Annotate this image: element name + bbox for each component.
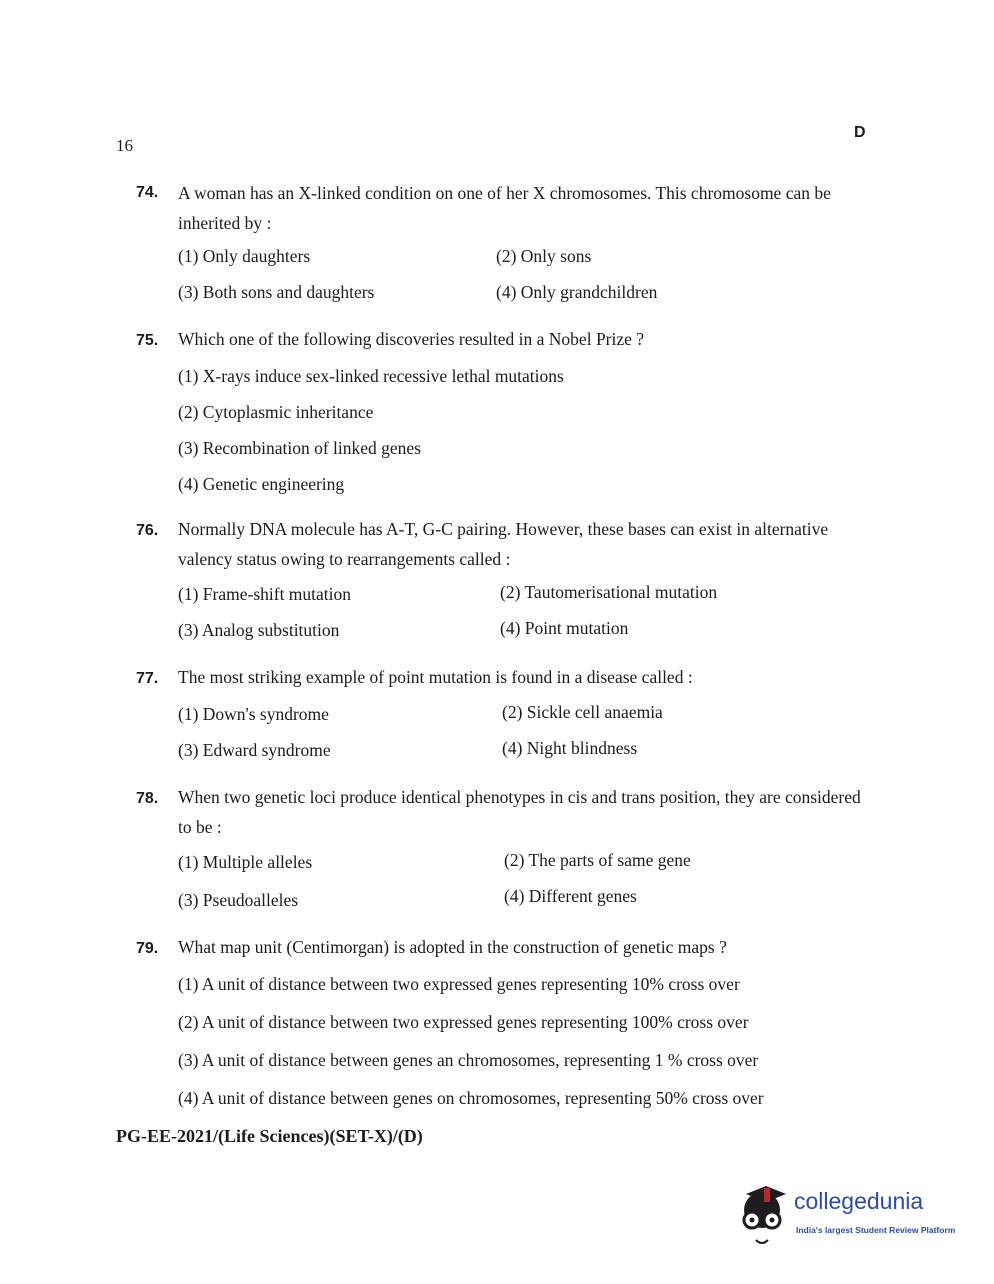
question-number: 74. [136,184,159,201]
option-3: (3) Recombination of linked genes [178,438,421,458]
option-3: (3) Analog substitution [178,620,340,640]
option-2: (2) Sickle cell anaemia [502,702,663,722]
page-number: 16 [116,136,133,155]
option-3: (3) Pseudoalleles [178,890,299,910]
option-4: (4) Different genes [504,886,637,906]
option-1: (1) X-rays induce sex-linked recessive lethal mutations [178,366,564,386]
question-stem: Normally DNA molecule has A-T, G-C pairing. However, these bases can exist in alternative valency status owing to rearrangements called : [178,519,829,569]
question-stem: What map unit (Centimorgan) is adopted in the construction of genetic maps ? [178,937,727,957]
question-number: 75. [136,332,159,349]
question-stem: Which one of the following discoveries resulted in a Nobel Prize ? [178,329,645,349]
option-3: (3) Edward syndrome [178,740,331,760]
option-2: (2) Only sons [496,246,592,266]
collegedunia-watermark [736,1180,966,1250]
question-stem: The most striking example of point mutation is found in a disease called : [178,667,693,687]
option-4: (4) Only grandchildren [496,282,658,302]
option-1: (1) Multiple alleles [178,852,313,872]
option-4: (4) Night blindness [502,738,638,758]
paper-code-footer: PG-EE-2021/(Life Sciences)(SET-X)/(D) [116,1126,423,1146]
question-number: 77. [136,670,159,687]
brand-tagline: India's largest Student Review Platform [796,1225,956,1235]
option-1: (1) Down's syndrome [178,704,329,724]
option-4: (4) Point mutation [500,618,629,638]
option-3: (3) Both sons and daughters [178,282,375,302]
question-stem: A woman has an X-linked condition on one of her X chromosomes. This chromosome can be inherited by : [178,183,831,233]
set-code: D [854,124,866,141]
mascot-logo-icon [736,1180,794,1250]
question-number: 76. [136,522,159,539]
option-2: (2) The parts of same gene [504,850,691,870]
brand-name: collegedunia [794,1188,924,1214]
option-4: (4) A unit of distance between genes on chromosomes, representing 50% cross over [178,1088,764,1108]
option-1: (1) Only daughters [178,246,311,266]
option-2: (2) Cytoplasmic inheritance [178,402,374,422]
option-2: (2) Tautomerisational mutation [500,582,718,602]
question-number: 78. [136,790,159,807]
option-1: (1) A unit of distance between two expressed genes representing 10% cross over [178,974,740,994]
question-stem: When two genetic loci produce identical phenotypes in cis and trans position, they are considered to be : [178,787,861,837]
option-4: (4) Genetic engineering [178,474,345,494]
option-3: (3) A unit of distance between genes an chromosomes, representing 1 % cross over [178,1050,759,1070]
option-2: (2) A unit of distance between two expressed genes representing 100% cross over [178,1012,749,1032]
question-number: 79. [136,940,159,957]
option-1: (1) Frame-shift mutation [178,584,352,604]
